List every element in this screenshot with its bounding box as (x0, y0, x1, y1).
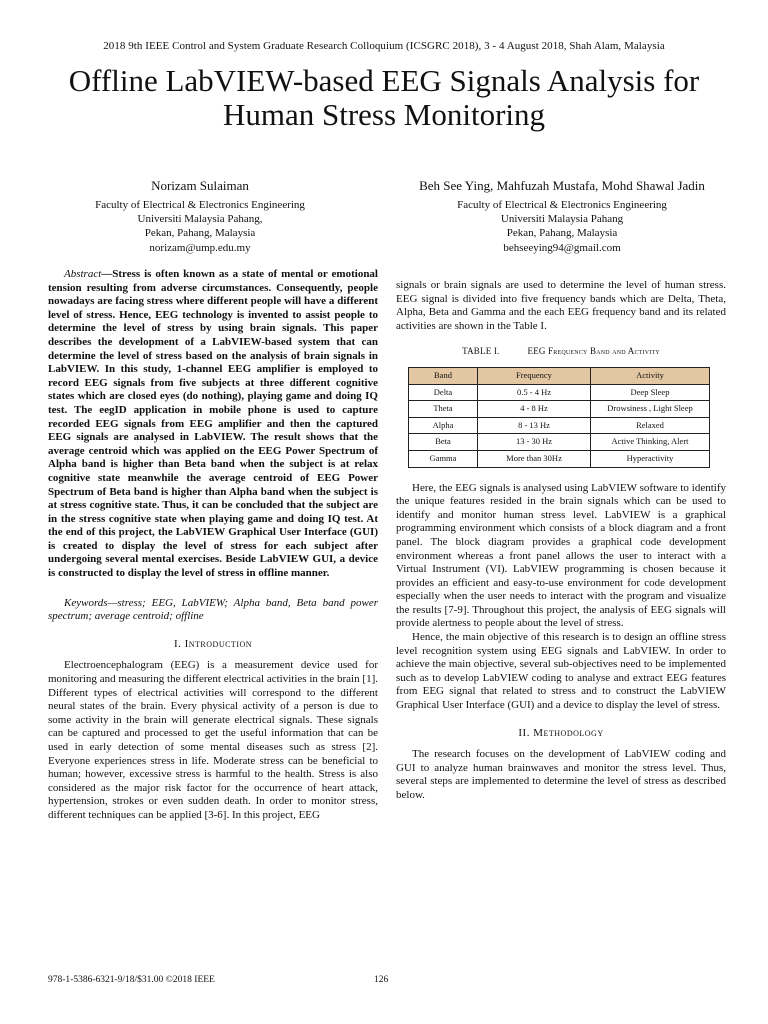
table-row (409, 450, 710, 467)
author-email: norizam@ump.edu.my (149, 241, 251, 254)
table-header-cell: Frequency (478, 367, 591, 384)
abstract-lead: Abstract (64, 268, 102, 280)
author-affiliation-line: Universiti Malaysia Pahang (500, 213, 624, 226)
table-cell: More than 30Hz (478, 450, 591, 467)
author-affiliation-line: Universiti Malaysia Pahang, (137, 213, 263, 226)
table-cell: Hyperactivity (591, 450, 710, 467)
table-cell: Gamma (409, 450, 478, 467)
table-name: EEG Frequency Band and Activity (527, 346, 660, 357)
methodology-paragraph: The research focuses on the development of LabVIEW coding and GUI to analyze human brainwaves and monitor the stress level. Thus, several steps are implemented to determine the level of stress as described below. (396, 748, 726, 801)
table-label: TABLE I. (462, 346, 500, 357)
author-affiliation-line: Pekan, Pahang, Malaysia (506, 227, 618, 240)
table-row (409, 417, 710, 434)
keywords: Keywords—stress; EEG, LabVIEW; Alpha band, Beta band power spectrum; average centroid; offline (48, 596, 378, 623)
author-block-2 (392, 178, 732, 255)
table-cell: Theta (409, 401, 478, 418)
author-name: Norizam Sulaiman (151, 178, 249, 193)
abstract: Abstract—Stress is often known as a state of mental or emotional tension resulting from adverse circumstances. Consequently, people nowadays are facing stress where different people will have a different level of stress. Hence, EEG technology is invented to assist people to determine the level of stress by using brain signals. This paper describes the development of a LabVIEW-based system that can determine the level of stress based on the analysis of brain signals in LabVIEW. In this study, 1-channel EEG amplifier is employed to record EEG signals from five subjects at three different cognitive states which are closed eyes (do nothing), playing game and doing IQ test. The eegID application in mobile phone is used to capture recorded EEG signals from EEG amplifier and then the captured EEG signals are analysed in LabVIEW. The result shows that the average centroid which was applied on the EEG Power Spectrum of Alpha band is higher than Beta band when the subject is at relax cognitive state meanwhile the average centroid of EEG Power Spectrum of Beta band is higher than Alpha band when the subject is at stress cognitive state. Thus, it can be concluded that the subject are in the stress cognitive state when playing game and doing IQ test. At the end of this project, the LabVIEW Graphical User Interface (GUI) is created to display the level of stress for each subject after undergoing several mental exercises. Beside LabVIEW GUI, a device is constructed to display the level of stress in offline manner. (48, 268, 378, 580)
author-email: behseeying94@gmail.com (503, 241, 621, 254)
table-cell: 4 - 8 Hz (478, 401, 591, 418)
eeg-frequency-table (408, 367, 710, 468)
paragraph-labview: Here, the EEG signals is analysed using LabVIEW software to identify the unique features resided in the brain signals which can be used to identify and monitor human stress level. LabVIEW is a graphical programming environment which consists of a block diagram and a front panel. The block diagram provides a graphical code development environment whereas a front panel allows the user to interact with a Virtual Instrument (VI). LabVIEW programming is chosen because it provides an efficient and easy-to-use environment for code development especially when the user needs to interact with the program and visualize the results [7-9]. Throughout this project, the analysis of EEG signals will provide alertness to people about the level of stress. (396, 481, 726, 630)
paragraph-eeg-bands: signals or brain signals are used to determine the level of human stress. EEG signal is divided into five frequency bands which are Delta, Theta, Alpha, Beta and Gamma and the each EEG frequency band and its related activities are shown in the Table I. (396, 279, 726, 332)
table-row (409, 434, 710, 451)
left-column (48, 268, 378, 823)
table-cell: Active Thinking, Alert (591, 434, 710, 451)
abstract-text: Stress is often known as a state of mental or emotional tension resulting from adverse circumstances. Consequently, people nowadays are facing stress where different people will have a different level of stress. Hence, EEG technology is invented to assist people to determine the level of stress by using brain signals. This paper describes the development of a LabVIEW-based system that can determine the level of stress based on the analysis of brain signals in LabVIEW. In this study, 1-channel EEG amplifier is employed to record EEG signals from five subjects at three different cognitive states which are closed eyes (do nothing), playing game and doing IQ test. The eegID application in mobile phone is used to capture recorded EEG signals from EEG amplifier and then the captured EEG signals are analysed in LabVIEW. The result shows that the average centroid which was applied on the EEG Power Spectrum of Alpha band is higher than Beta band when the subject is at relax cognitive state meanwhile the average centroid of EEG Power Spectrum of Beta band is higher than Alpha band when the subject is at stress cognitive state. Thus, it can be concluded that the subject are in the stress cognitive state when playing game and doing IQ test. At the end of this project, the LabVIEW Graphical User Interface (GUI) is created to display the level of stress for each subject after undergoing several mental exercises. Beside LabVIEW GUI, a device is constructed to display the level of stress in offline manner. (48, 268, 378, 580)
table-header-row (409, 367, 710, 384)
table-cell: Relaxed (591, 417, 710, 434)
table-cell: Deep Sleep (591, 384, 710, 401)
table-cell: 8 - 13 Hz (478, 417, 591, 434)
page-number: 126 (374, 975, 389, 985)
author-affiliation-line: Faculty of Electrical & Electronics Engineering (95, 199, 305, 211)
table-cell: Alpha (409, 417, 478, 434)
table-cell: Delta (409, 384, 478, 401)
paper-title: Offline LabVIEW-based EEG Signals Analysis for Human Stress Monitoring (68, 63, 700, 132)
conference-header: 2018 9th IEEE Control and System Graduate Research Colloquium (ICSGRC 2018), 3 - 4 August 2018, Shah Alam, Malaysia (103, 40, 665, 52)
author-affiliation-line: Faculty of Electrical & Electronics Engineering (457, 199, 667, 211)
footer-isbn: 978-1-5386-6321-9/18/$31.00 ©2018 IEEE (48, 975, 215, 985)
table-cell: 13 - 30 Hz (478, 434, 591, 451)
author-block-1 (30, 178, 370, 255)
table-row (409, 384, 710, 401)
table-header-cell: Band (409, 367, 478, 384)
table-caption (396, 345, 726, 359)
section-heading-introduction: I. Introduction (173, 637, 253, 650)
author-name: Beh See Ying, Mahfuzah Mustafa, Mohd Shawal Jadin (419, 178, 705, 193)
section-heading-methodology: II. Methodology (518, 726, 604, 739)
table-cell: Beta (409, 434, 478, 451)
paragraph-objective: Hence, the main objective of this research is to design an offline stress level recognition system using EEG signals and LabVIEW. In order to achieve the main objective, several sub-objectives need to be implemented such as to develop LabVIEW coding to analyse and extract EEG features from EEG signal that related to stress and to construct the LabVIEW Graphical User Interface (GUI) and a device to display the level of stress. (396, 631, 726, 712)
table-cell: 0.5 - 4 Hz (478, 384, 591, 401)
table-header-cell: Activity (591, 367, 710, 384)
right-column (396, 279, 726, 803)
table-cell: Drowsiness , Light Sleep (591, 401, 710, 418)
author-affiliation-line: Pekan, Pahang, Malaysia (144, 227, 256, 240)
introduction-paragraph: Electroencephalogram (EEG) is a measurement device used for monitoring and measuring the different electrical activities in the brain [1]. Different types of electrical activities will correspond to the different neural states of the brain. Every physical activity of a person is due to some activity in the brain will generate electrical signals. These signals can be captured and processed to get the useful information that can be used in early detection of some mental diseases such as stress [2]. Everyone experiences stress in life. Moderate stress can be beneficial to human; however, excessive stress is harmful to the health. Stress is also considered as the major risk factor for the occurrence of heart attack, hypertension, strokes or even sudden death. In order to monitor stress, different techniques can be applied [3-6]. In this project, EEG (48, 659, 378, 821)
table-row (409, 401, 710, 418)
